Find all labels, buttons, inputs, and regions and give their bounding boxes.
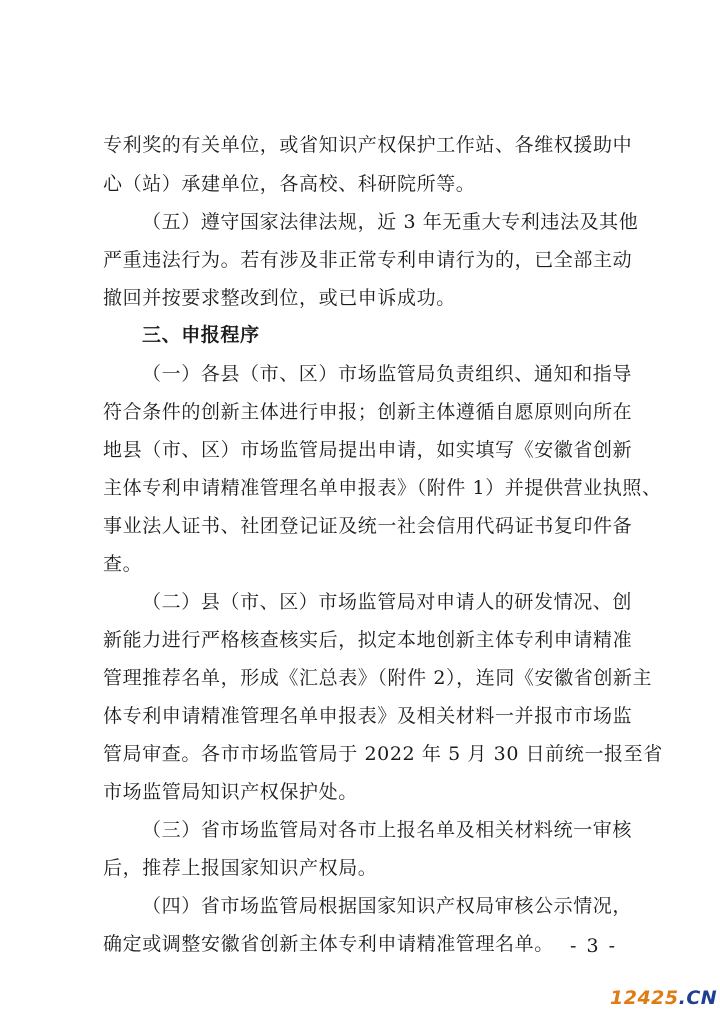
body-text-line: （四）省市场监管局根据国家知识产权局审核公示情况， xyxy=(142,895,633,917)
body-text-line: 事业法人证书、社团登记证及统一社会信用代码证书复印件备 xyxy=(103,515,633,537)
body-text-line: 后，推荐上报国家知识产权局。 xyxy=(103,857,378,879)
page-number: - 3 - xyxy=(570,935,618,957)
body-text-line: 新能力进行严格核查核实后，拟定本地创新主体专利申请精准 xyxy=(103,629,633,651)
watermark-number: 12425 xyxy=(610,987,679,1009)
body-text-line: （一）各县（市、区）市场监管局负责组织、通知和指导 xyxy=(142,363,633,385)
body-text-line: 查。 xyxy=(103,553,143,575)
body-text-line: 确定或调整安徽省创新主体专利申请精准管理名单。 xyxy=(103,933,554,955)
body-text-line: 撤回并按要求整改到位，或已申诉成功。 xyxy=(103,287,456,309)
body-text-line: （五）遵守国家法律法规，近 3 年无重大专利违法及其他 xyxy=(142,211,639,233)
site-watermark xyxy=(610,986,717,1010)
body-text-line: 严重违法行为。若有涉及非正常专利申请行为的，已全部主动 xyxy=(103,249,633,271)
body-text-line: 管理推荐名单，形成《汇总表》（附件 2），连同《安徽省创新主 xyxy=(103,667,653,689)
section-heading: 三、申报程序 xyxy=(142,324,260,346)
body-text-line: 专利奖的有关单位，或省知识产权保护工作站、各维权援助中 xyxy=(103,134,633,156)
body-text-line: 地县（市、区）市场监管局提出申请，如实填写《安徽省创新 xyxy=(103,439,633,461)
body-text-line: 管局审查。各市市场监管局于 2022 年 5 月 30 日前统一报至省 xyxy=(103,743,663,765)
body-text-line: 市场监管局知识产权保护处。 xyxy=(103,781,358,803)
body-text-line: 体专利申请精准管理名单申报表》及相关材料一并报市市场监 xyxy=(103,705,633,727)
body-text-line: 心（站）承建单位，各高校、科研院所等。 xyxy=(103,173,476,195)
body-text-line: （二）县（市、区）市场监管局对申请人的研发情况、创 xyxy=(142,591,633,613)
body-text-line: （三）省市场监管局对各市上报名单及相关材料统一审核 xyxy=(142,819,633,841)
body-text-line: 符合条件的创新主体进行申报；创新主体遵循自愿原则向所在 xyxy=(103,401,633,423)
body-text-line: 主体专利申请精准管理名单申报表》（附件 1）并提供营业执照、 xyxy=(103,477,662,499)
watermark-suffix: .CN xyxy=(678,987,718,1009)
